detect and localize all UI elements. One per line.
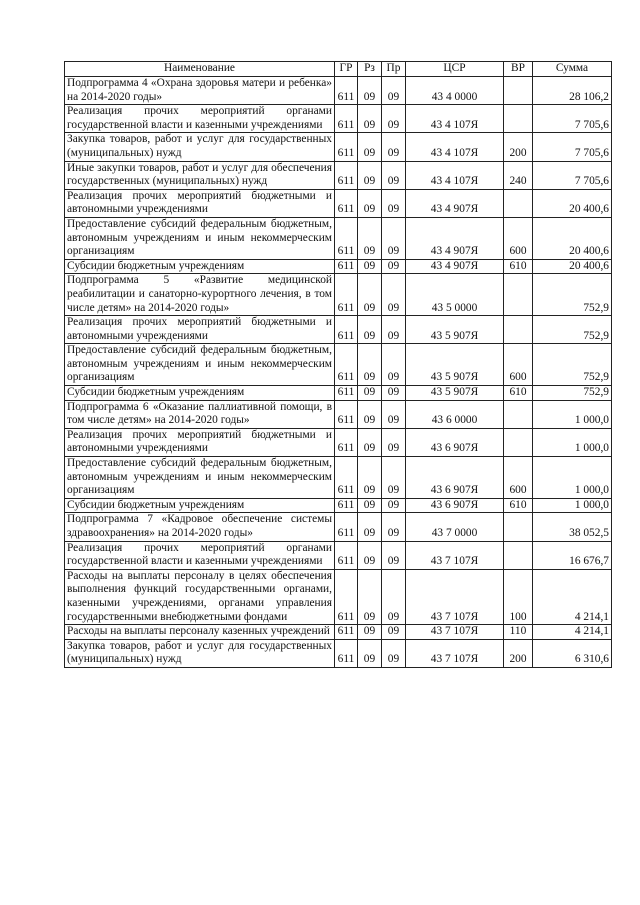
- cell-gr: 611: [335, 625, 358, 640]
- cell-name: Расходы на выплаты персоналу в целях обеспечения выполнения функций государственными органами, казенными учреждениями, органами управления государственными внебюджетными фондами: [65, 569, 335, 624]
- header-name: Наименование: [65, 62, 335, 77]
- table-row: [65, 316, 612, 344]
- cell-pr: 09: [382, 259, 406, 274]
- table-row: [65, 541, 612, 569]
- cell-rz: 09: [358, 625, 382, 640]
- cell-gr: 611: [335, 217, 358, 259]
- cell-sum: 20 400,6: [533, 189, 612, 217]
- cell-sum: 16 676,7: [533, 541, 612, 569]
- table-row: [65, 498, 612, 513]
- cell-pr: 09: [382, 189, 406, 217]
- cell-gr: 611: [335, 639, 358, 667]
- cell-pr: 09: [382, 513, 406, 541]
- cell-csr: 43 4 107Я: [406, 161, 504, 189]
- cell-name: Реализация прочих мероприятий бюджетными и автономными учреждениями: [65, 428, 335, 456]
- cell-name: Иные закупки товаров, работ и услуг для обеспечения государственных (муниципальных) нужд: [65, 161, 335, 189]
- table-row: [65, 428, 612, 456]
- cell-vr: [504, 105, 533, 133]
- cell-sum: 1 000,0: [533, 498, 612, 513]
- cell-gr: 611: [335, 400, 358, 428]
- cell-sum: 28 106,2: [533, 77, 612, 105]
- cell-csr: 43 5 907Я: [406, 316, 504, 344]
- cell-pr: 09: [382, 344, 406, 386]
- cell-pr: 09: [382, 498, 406, 513]
- cell-rz: 09: [358, 428, 382, 456]
- cell-vr: 600: [504, 344, 533, 386]
- cell-vr: 200: [504, 639, 533, 667]
- cell-vr: 100: [504, 569, 533, 624]
- table-row: [65, 386, 612, 401]
- cell-sum: 4 214,1: [533, 625, 612, 640]
- header-pr: Пр: [382, 62, 406, 77]
- cell-rz: 09: [358, 316, 382, 344]
- cell-vr: 110: [504, 625, 533, 640]
- cell-name: Закупка товаров, работ и услуг для государственных (муниципальных) нужд: [65, 639, 335, 667]
- cell-csr: 43 7 107Я: [406, 639, 504, 667]
- cell-rz: 09: [358, 133, 382, 161]
- cell-csr: 43 4 0000: [406, 77, 504, 105]
- cell-name: Подпрограмма 5 «Развитие медицинской реабилитации и санаторно-курортного лечения, в том числе детям» на 2014-2020 годы»: [65, 274, 335, 316]
- cell-name: Реализация прочих мероприятий органами государственной власти и казенными учреждениями: [65, 541, 335, 569]
- table-row: [65, 217, 612, 259]
- cell-csr: 43 6 907Я: [406, 428, 504, 456]
- cell-csr: 43 6 0000: [406, 400, 504, 428]
- cell-name: Подпрограмма 4 «Охрана здоровья матери и ребенка» на 2014-2020 годы»: [65, 77, 335, 105]
- cell-sum: 20 400,6: [533, 217, 612, 259]
- table-row: [65, 400, 612, 428]
- cell-gr: 611: [335, 428, 358, 456]
- table-row: [65, 569, 612, 624]
- header-rz: Рз: [358, 62, 382, 77]
- cell-gr: 611: [335, 386, 358, 401]
- cell-gr: 611: [335, 274, 358, 316]
- cell-name: Расходы на выплаты персоналу казенных учреждений: [65, 625, 335, 640]
- cell-sum: 20 400,6: [533, 259, 612, 274]
- cell-name: Реализация прочих мероприятий бюджетными и автономными учреждениями: [65, 189, 335, 217]
- cell-sum: 6 310,6: [533, 639, 612, 667]
- cell-rz: 09: [358, 569, 382, 624]
- cell-csr: 43 7 0000: [406, 513, 504, 541]
- table-row: [65, 639, 612, 667]
- cell-vr: 600: [504, 217, 533, 259]
- table-row: [65, 344, 612, 386]
- cell-rz: 09: [358, 344, 382, 386]
- header-vr: ВР: [504, 62, 533, 77]
- cell-sum: 1 000,0: [533, 428, 612, 456]
- cell-csr: 43 7 107Я: [406, 569, 504, 624]
- cell-gr: 611: [335, 133, 358, 161]
- cell-rz: 09: [358, 513, 382, 541]
- cell-gr: 611: [335, 569, 358, 624]
- cell-sum: 7 705,6: [533, 161, 612, 189]
- header-sum: Сумма: [533, 62, 612, 77]
- cell-pr: 09: [382, 274, 406, 316]
- header-csr: ЦСР: [406, 62, 504, 77]
- cell-vr: [504, 541, 533, 569]
- cell-pr: 09: [382, 217, 406, 259]
- cell-vr: [504, 513, 533, 541]
- cell-pr: 09: [382, 428, 406, 456]
- table-row: [65, 625, 612, 640]
- cell-pr: 09: [382, 386, 406, 401]
- cell-pr: 09: [382, 457, 406, 499]
- cell-rz: 09: [358, 259, 382, 274]
- cell-pr: 09: [382, 77, 406, 105]
- cell-rz: 09: [358, 498, 382, 513]
- cell-gr: 611: [335, 457, 358, 499]
- cell-pr: 09: [382, 316, 406, 344]
- cell-csr: 43 6 907Я: [406, 457, 504, 499]
- table-row: [65, 133, 612, 161]
- cell-gr: 611: [335, 161, 358, 189]
- cell-name: Закупка товаров, работ и услуг для государственных (муниципальных) нужд: [65, 133, 335, 161]
- budget-table: [64, 61, 612, 668]
- cell-name: Субсидии бюджетным учреждениям: [65, 386, 335, 401]
- cell-vr: 610: [504, 386, 533, 401]
- cell-rz: 09: [358, 386, 382, 401]
- table-row: [65, 77, 612, 105]
- cell-gr: 611: [335, 259, 358, 274]
- cell-rz: 09: [358, 274, 382, 316]
- cell-sum: 38 052,5: [533, 513, 612, 541]
- cell-rz: 09: [358, 189, 382, 217]
- cell-sum: 1 000,0: [533, 400, 612, 428]
- cell-rz: 09: [358, 639, 382, 667]
- table-row: [65, 105, 612, 133]
- cell-csr: 43 5 0000: [406, 274, 504, 316]
- cell-pr: 09: [382, 639, 406, 667]
- cell-pr: 09: [382, 105, 406, 133]
- cell-vr: [504, 274, 533, 316]
- table-row: [65, 259, 612, 274]
- cell-pr: 09: [382, 161, 406, 189]
- cell-csr: 43 5 907Я: [406, 386, 504, 401]
- cell-sum: 1 000,0: [533, 457, 612, 499]
- cell-sum: 4 214,1: [533, 569, 612, 624]
- cell-gr: 611: [335, 105, 358, 133]
- cell-name: Предоставление субсидий федеральным бюджетным, автономным учреждениям и иным некоммерческим организациям: [65, 217, 335, 259]
- table-row: [65, 513, 612, 541]
- cell-gr: 611: [335, 513, 358, 541]
- cell-csr: 43 4 907Я: [406, 259, 504, 274]
- table-row: [65, 161, 612, 189]
- cell-sum: 7 705,6: [533, 105, 612, 133]
- cell-sum: 7 705,6: [533, 133, 612, 161]
- cell-vr: 240: [504, 161, 533, 189]
- table-row: [65, 189, 612, 217]
- cell-vr: [504, 77, 533, 105]
- cell-name: Подпрограмма 7 «Кадровое обеспечение системы здравоохранения» на 2014-2020 годы»: [65, 513, 335, 541]
- cell-name: Подпрограмма 6 «Оказание паллиативной помощи, в том числе детям» на 2014-2020 годы»: [65, 400, 335, 428]
- cell-vr: [504, 189, 533, 217]
- cell-vr: [504, 316, 533, 344]
- cell-csr: 43 4 907Я: [406, 189, 504, 217]
- cell-name: Реализация прочих мероприятий органами государственной власти и казенными учреждениями: [65, 105, 335, 133]
- cell-vr: 610: [504, 498, 533, 513]
- cell-pr: 09: [382, 569, 406, 624]
- cell-gr: 611: [335, 344, 358, 386]
- cell-vr: [504, 428, 533, 456]
- cell-csr: 43 6 907Я: [406, 498, 504, 513]
- cell-sum: 752,9: [533, 274, 612, 316]
- header-gr: ГР: [335, 62, 358, 77]
- cell-gr: 611: [335, 498, 358, 513]
- cell-rz: 09: [358, 541, 382, 569]
- cell-rz: 09: [358, 217, 382, 259]
- cell-pr: 09: [382, 625, 406, 640]
- cell-name: Субсидии бюджетным учреждениям: [65, 259, 335, 274]
- cell-pr: 09: [382, 541, 406, 569]
- cell-gr: 611: [335, 77, 358, 105]
- cell-gr: 611: [335, 316, 358, 344]
- table-header-row: [65, 62, 612, 77]
- cell-rz: 09: [358, 77, 382, 105]
- cell-vr: 200: [504, 133, 533, 161]
- cell-csr: 43 4 907Я: [406, 217, 504, 259]
- cell-sum: 752,9: [533, 344, 612, 386]
- cell-rz: 09: [358, 105, 382, 133]
- cell-name: Реализация прочих мероприятий бюджетными и автономными учреждениями: [65, 316, 335, 344]
- cell-name: Предоставление субсидий федеральным бюджетным, автономным учреждениям и иным некоммерческим организациям: [65, 344, 335, 386]
- cell-csr: 43 7 107Я: [406, 541, 504, 569]
- cell-sum: 752,9: [533, 316, 612, 344]
- cell-gr: 611: [335, 541, 358, 569]
- cell-vr: 610: [504, 259, 533, 274]
- cell-vr: [504, 400, 533, 428]
- cell-rz: 09: [358, 161, 382, 189]
- cell-name: Предоставление субсидий федеральным бюджетным, автономным учреждениям и иным некоммерческим организациям: [65, 457, 335, 499]
- cell-vr: 600: [504, 457, 533, 499]
- cell-name: Субсидии бюджетным учреждениям: [65, 498, 335, 513]
- cell-gr: 611: [335, 189, 358, 217]
- cell-csr: 43 5 907Я: [406, 344, 504, 386]
- table-row: [65, 457, 612, 499]
- cell-csr: 43 4 107Я: [406, 105, 504, 133]
- cell-rz: 09: [358, 457, 382, 499]
- cell-sum: 752,9: [533, 386, 612, 401]
- cell-rz: 09: [358, 400, 382, 428]
- table-row: [65, 274, 612, 316]
- cell-pr: 09: [382, 400, 406, 428]
- cell-pr: 09: [382, 133, 406, 161]
- cell-csr: 43 7 107Я: [406, 625, 504, 640]
- cell-csr: 43 4 107Я: [406, 133, 504, 161]
